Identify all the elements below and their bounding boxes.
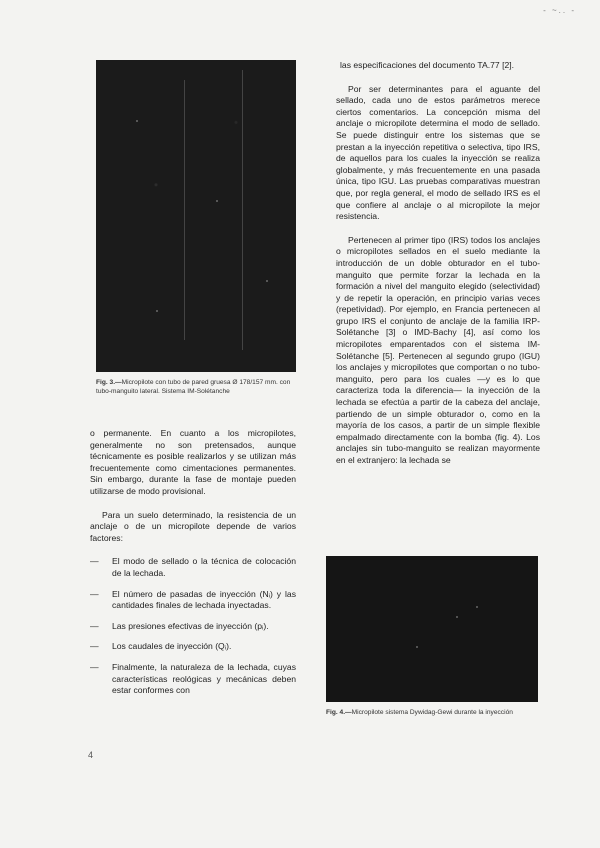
figure-3-caption-label: Fig. 3.—: [96, 379, 122, 386]
figure-4-caption-label: Fig. 4.—: [326, 709, 352, 716]
photo-speck: [416, 646, 418, 648]
list-item: [90, 641, 296, 653]
figure-3-caption: [96, 378, 300, 396]
list-item: [90, 589, 296, 612]
list-item-text: El número de pasadas de inyección (Nᵢ) y las cantidades finales de lechada inyectadas.: [112, 588, 296, 611]
right-paragraph-0: las especificaciones del documento TA.77 [2].: [340, 60, 515, 70]
corner-mark: - ~.. -: [543, 6, 576, 15]
photo-speck: [266, 280, 268, 282]
photo-tube-line: [184, 80, 185, 340]
factors-list: [90, 556, 296, 696]
list-dash: —: [90, 588, 99, 599]
left-paragraph-1: o permanente. En cuanto a los micropilotes, generalmente no son pretensados, aunque técnicamente es posible realizarlos y se utilizan más frecuentemente como cimentaciones permanentes. Sin embargo, durante la fase de montaje pueden utilizarse de modo provisional.: [90, 428, 296, 496]
right-column: [336, 60, 540, 479]
list-item-text: Los caudales de inyección (Qᵢ).: [112, 641, 232, 652]
figure-4-photo: [326, 556, 538, 702]
photo-speck: [156, 310, 158, 312]
list-item: [90, 662, 296, 697]
photo-speck: [136, 120, 138, 122]
list-item: [90, 621, 296, 633]
list-item-text: Las presiones efectivas de inyección (pᵢ).: [112, 620, 269, 631]
list-item-text: El modo de sellado o la técnica de colocación de la lechada.: [112, 556, 296, 578]
figure-3-caption-text: Micropilote con tubo de pared gruesa Ø 178/157 mm. con tubo-manguito lateral. Sistema IM-Solétanche: [96, 379, 291, 395]
list-dash: —: [90, 661, 99, 672]
list-item-text: Finalmente, la naturaleza de la lechada, cuyas características reológicas y mecánicas deben estar conformes con: [112, 661, 296, 696]
list-item: [90, 556, 296, 579]
figure-4-caption-text: Micropilote sistema Dywidag-Gewi durante la inyección: [351, 709, 513, 716]
right-paragraph-1: Por ser determinantes para el aguante del sellado, cada uno de estos parámetros merece ciertos comentarios. La concepción misma del anclaje o micropilote determina el modo de sellado. Se puede distinguir entre los sistemas que se prestan a la inyección repetitiva o selectiva, tipo IRS, de aquellos para los cuales la inyección se realiza globalmente, y más frecuentemente en una pasada única, tipo IGU. Las pruebas comparativas muestran que, por regla general, el modo de sellado IRS es el que confiere al anclaje o al micropilote la mejor resistencia.: [336, 83, 540, 222]
list-dash: —: [90, 556, 99, 567]
photo-speck: [476, 606, 478, 608]
figure-3-photo: [96, 60, 296, 372]
photo-speck: [216, 200, 218, 202]
page-number: 4: [88, 750, 94, 760]
right-paragraph-2: Pertenecen al primer tipo (IRS) todos los anclajes o micropilotes sellados en el suelo mediante la introducción de un doble obturador en el tubo-manguito que permite forzar la lechada en la formación a nivel del manguito elegido (selectividad) y de repetir la operación, en principio varias veces (repetividad). Por ejemplo, en Francia pertenecen al grupo IRS el conjunto de anclaje de la familia IRP-Solétanche [3] o IMD-Bachy [4], así como los micropilotes emparentados con el sistema IM-Solétanche [5]. Pertenecen al segundo grupo (IGU) los anclajes y micropilotes que comportan o no tubo-manguito, pero para los cuales —y es lo que caracteriza toda la diferencia— la inyección de la lechada se efectúa a partir de la cabeza del anclaje, partiendo de un simple obturador o, como en la mayoría de los casos, a partir de un simple flexible empalmado directamente con la bomba (fig. 4). Los anclajes sin tubo-manguito se realizan mayormente en el extranjero: la lechada se: [336, 234, 540, 465]
figure-4-caption: [326, 708, 540, 717]
photo-speck: [456, 616, 458, 618]
list-dash: —: [90, 641, 99, 652]
photo-tube-line: [242, 70, 243, 350]
left-column: [90, 428, 296, 706]
list-dash: —: [90, 620, 99, 631]
left-paragraph-2: Para un suelo determinado, la resistencia de un anclaje o de un micropilote depende de varios factores:: [90, 509, 296, 543]
